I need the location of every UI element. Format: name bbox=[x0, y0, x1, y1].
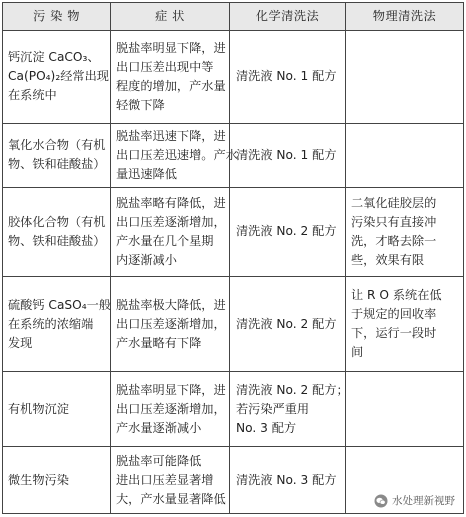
cell-line: 于规定的回收率 bbox=[351, 307, 437, 322]
cell-line: 内逐渐减小 bbox=[116, 252, 177, 267]
cell-line: 清洗液 No. 1 配方 bbox=[236, 147, 337, 162]
watermark bbox=[371, 492, 458, 509]
cell-line: No. 3 配方 bbox=[236, 420, 297, 435]
cell-line: 若污染严重用 bbox=[236, 401, 310, 416]
cell-line: 污染只有直接冲 bbox=[351, 214, 437, 229]
cell-line: 清洗液 No. 2 配方 bbox=[236, 316, 337, 331]
cell-line: 洗，才略去除一 bbox=[351, 233, 437, 248]
chemical-cleaning-cell bbox=[230, 123, 346, 188]
cell-line: 脱盐率明显下降，进 bbox=[116, 382, 226, 397]
cell-line: 有机物沉淀 bbox=[8, 401, 69, 416]
cell-line: 在系统的浓缩端 bbox=[8, 316, 94, 331]
cell-line: 下，运行一段时 bbox=[351, 326, 437, 341]
symptom-cell bbox=[111, 123, 238, 188]
cell-line: 在系统中 bbox=[8, 88, 57, 103]
symptom-cell bbox=[111, 276, 230, 372]
symptom-cell bbox=[111, 372, 230, 447]
cell-line: 清洗液 No. 1 配方 bbox=[236, 69, 337, 84]
cell-line: 脱盐率极大降低，进 bbox=[116, 297, 226, 312]
cell-line: 清洗液 No. 3 配方 bbox=[236, 472, 337, 487]
cell-line: 产水量略有下降 bbox=[116, 335, 202, 350]
pollutant-cell bbox=[3, 188, 111, 276]
cell-line: 出口压差出现中等 bbox=[116, 59, 214, 74]
table-row bbox=[3, 188, 464, 276]
header-symptom: 症 状 bbox=[111, 3, 230, 31]
cell-line: 产水量在几个星期 bbox=[116, 233, 214, 248]
cell-line: 出口压差逐渐增加， bbox=[116, 401, 226, 416]
wechat-icon bbox=[374, 494, 388, 508]
chemical-cleaning-cell bbox=[230, 447, 346, 514]
pollutant-cell bbox=[3, 276, 111, 372]
cleaning-methods-table bbox=[2, 2, 464, 514]
cell-line: 胶体化合物（有机 bbox=[8, 214, 106, 229]
physical-cleaning-cell bbox=[346, 372, 464, 447]
header-chemical-cleaning: 化学清洗法 bbox=[230, 3, 346, 31]
cell-line: 二氧化硅胶层的 bbox=[351, 195, 437, 210]
physical-cleaning-cell bbox=[346, 276, 464, 372]
cell-line: 发现 bbox=[8, 335, 33, 350]
cell-line: 些，效果有限 bbox=[351, 252, 425, 267]
cell-line: 脱盐率略有降低，进 bbox=[116, 195, 226, 210]
header-pollutant: 污 染 物 bbox=[3, 3, 111, 31]
cell-line: 进出口压差显著增 bbox=[116, 472, 214, 487]
cell-line: 清洗液 No. 2 配方； bbox=[236, 382, 349, 397]
pollutant-cell bbox=[3, 31, 111, 124]
table-row bbox=[3, 31, 464, 124]
cell-line: 脱盐率可能降低 bbox=[116, 453, 202, 468]
header-row bbox=[3, 3, 464, 31]
cell-line: 间 bbox=[351, 345, 364, 360]
symptom-cell bbox=[111, 31, 230, 124]
physical-cleaning-cell bbox=[346, 188, 464, 276]
cell-line: 物、铁和硅酸盐） bbox=[8, 157, 106, 172]
cell-line: 物、铁和硅酸盐） bbox=[8, 233, 106, 248]
cell-line: 让 R O 系统在低 bbox=[351, 288, 442, 303]
physical-cleaning-cell bbox=[346, 31, 464, 124]
cell-line: 硫酸钙 CaSO₄一般 bbox=[8, 297, 112, 312]
cell-line: 出口压差逐渐增加， bbox=[116, 214, 226, 229]
cell-line: 出口压差逐渐增加， bbox=[116, 316, 226, 331]
chemical-cleaning-cell bbox=[230, 372, 349, 447]
cell-line: 钙沉淀 CaCO₃、 bbox=[8, 50, 100, 65]
cell-line: 氧化水合物（有机 bbox=[8, 138, 106, 153]
cell-line: 出口压差迅速增。产水 bbox=[116, 147, 238, 162]
symptom-cell bbox=[111, 447, 230, 514]
pollutant-cell bbox=[3, 447, 111, 514]
cell-line: 脱盐率明显下降，进 bbox=[116, 40, 226, 55]
cell-line: 清洗液 No. 2 配方 bbox=[236, 224, 337, 239]
symptom-cell bbox=[111, 188, 230, 276]
table-row bbox=[3, 123, 464, 188]
chemical-cleaning-cell bbox=[230, 31, 346, 124]
chemical-cleaning-cell bbox=[230, 276, 346, 372]
table-row bbox=[3, 372, 464, 447]
header-physical-cleaning: 物理清洗法 bbox=[346, 3, 464, 31]
physical-cleaning-cell bbox=[346, 123, 464, 188]
cell-line: 产水量逐渐减小 bbox=[116, 420, 202, 435]
cell-line: 量迅速降低 bbox=[116, 166, 177, 181]
cell-line: Ca(PO₄)₂经常出现 bbox=[8, 69, 109, 84]
pollutant-cell bbox=[3, 123, 111, 188]
watermark-text: 水处理新视野 bbox=[392, 495, 455, 507]
table-row bbox=[3, 276, 464, 372]
cell-line: 微生物污染 bbox=[8, 472, 69, 487]
pollutant-cell bbox=[3, 372, 111, 447]
cell-line: 脱盐率迅速下降，进 bbox=[116, 128, 226, 143]
chemical-cleaning-cell bbox=[230, 188, 346, 276]
cell-line: 程度的增加，产水量 bbox=[116, 78, 226, 93]
cell-line: 轻微下降 bbox=[116, 97, 165, 112]
cell-line: 大，产水量显著降低 bbox=[116, 491, 226, 506]
